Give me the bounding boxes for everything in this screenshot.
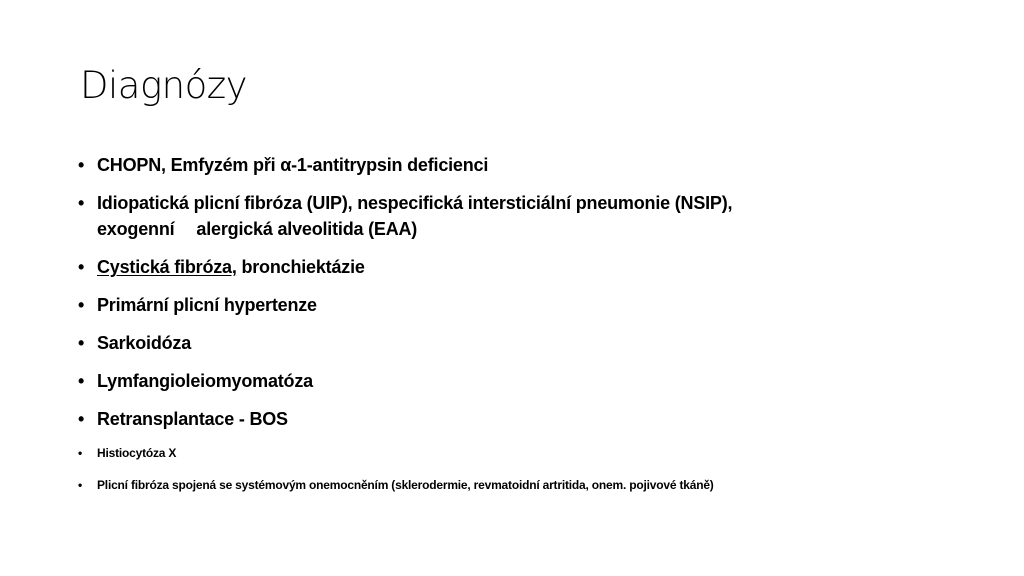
slide-title: Diagnózy — [80, 64, 248, 107]
list-item — [78, 444, 958, 462]
list-item — [78, 152, 958, 178]
list-item — [78, 292, 958, 318]
bullet-dot-icon: • — [78, 478, 83, 492]
list-item-text: Histiocytóza X — [97, 446, 177, 460]
bullet-dot-icon: • — [78, 295, 85, 315]
bullet-dot-icon: • — [78, 257, 85, 277]
bullet-list — [78, 152, 958, 508]
list-item-text: Plicní fibróza spojená se systémovým onemocněním (sklerodermie, revmatoidní artritida, onem. pojivové tkáně) — [97, 478, 714, 492]
list-item-text: bronchiektázie — [236, 257, 365, 277]
list-item-text: Primární plicní hypertenze — [97, 295, 317, 315]
list-item-text: alergická alveolitida (EAA) — [196, 219, 418, 239]
list-item — [78, 254, 958, 280]
list-item-text: Retransplantace - BOS — [97, 409, 288, 429]
bullet-dot-icon: • — [78, 155, 85, 175]
list-item — [78, 406, 958, 432]
list-item-text: Sarkoidóza — [97, 333, 192, 353]
list-item — [78, 476, 958, 494]
bullet-dot-icon: • — [78, 371, 85, 391]
list-item-text: exogenní — [97, 219, 175, 239]
list-item-text: CHOPN, Emfyzém při α-1-antitrypsin deficienci — [97, 155, 489, 175]
list-item-text: Lymfangioleiomyomatóza — [97, 371, 313, 391]
list-item — [78, 330, 958, 356]
bullet-dot-icon: • — [78, 446, 83, 460]
bullet-dot-icon: • — [78, 193, 85, 213]
list-item-text: Idiopatická plicní fibróza (UIP), nespecifická intersticiální pneumonie (NSIP), — [97, 193, 733, 213]
list-item — [78, 368, 958, 394]
list-item — [78, 190, 958, 242]
bullet-dot-icon: • — [78, 333, 85, 353]
underlined-term-link[interactable]: Cystická fibróza, — [97, 257, 237, 277]
bullet-dot-icon: • — [78, 409, 85, 429]
